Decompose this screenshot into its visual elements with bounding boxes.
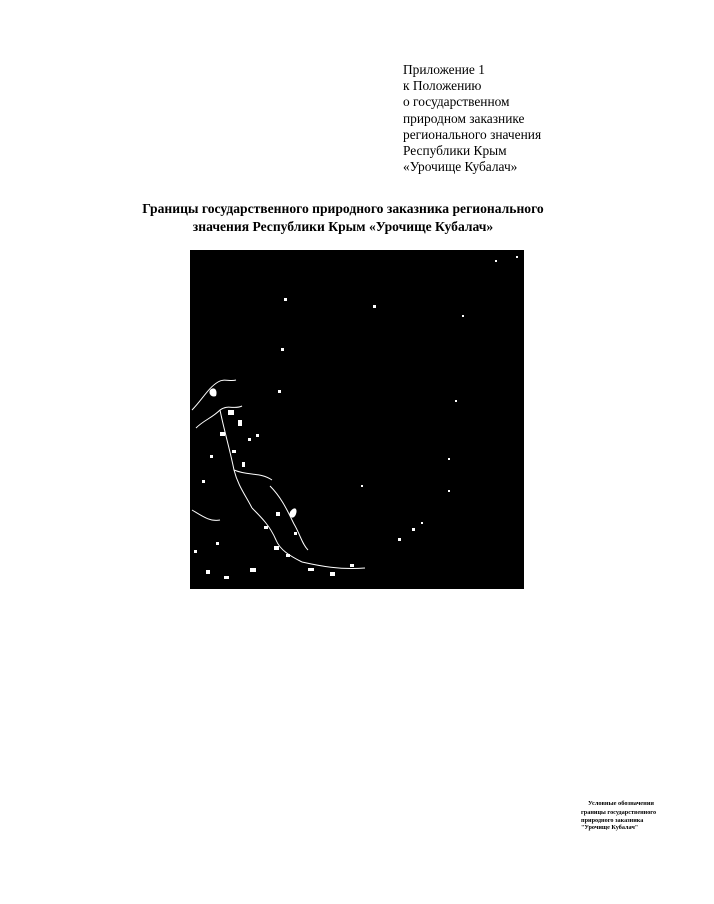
title-line-2: значения Республики Крым «Урочище Кубалач» (192, 219, 494, 234)
title-line-1: Границы государственного природного заказника регионального (142, 201, 544, 216)
map-features (194, 410, 415, 579)
map-graphic (190, 250, 524, 589)
map-lines (192, 380, 365, 569)
annex-line: регионального значения (403, 126, 542, 142)
annex-line: «Урочище Кубалач» (403, 159, 518, 175)
annex-line: к Положению (403, 78, 482, 94)
legend-item-line: "Урочище Кубалач" (581, 824, 639, 832)
annex-block (403, 62, 623, 175)
map-points (278, 256, 518, 524)
annex-line: природном заказнике (403, 110, 525, 126)
annex-line: Республики Крым (403, 143, 507, 159)
annex-line: о государственном (403, 94, 510, 110)
map-image (190, 250, 657, 832)
legend-item-boundary (581, 809, 656, 832)
annex-line: Приложение 1 (403, 62, 485, 77)
document-title (100, 200, 586, 236)
legend-title: Условные обозначения (588, 800, 654, 807)
legend-item-line: границы государственного (581, 809, 657, 816)
legend-item-line: природного заказника (581, 816, 644, 824)
map-legend (561, 794, 714, 839)
